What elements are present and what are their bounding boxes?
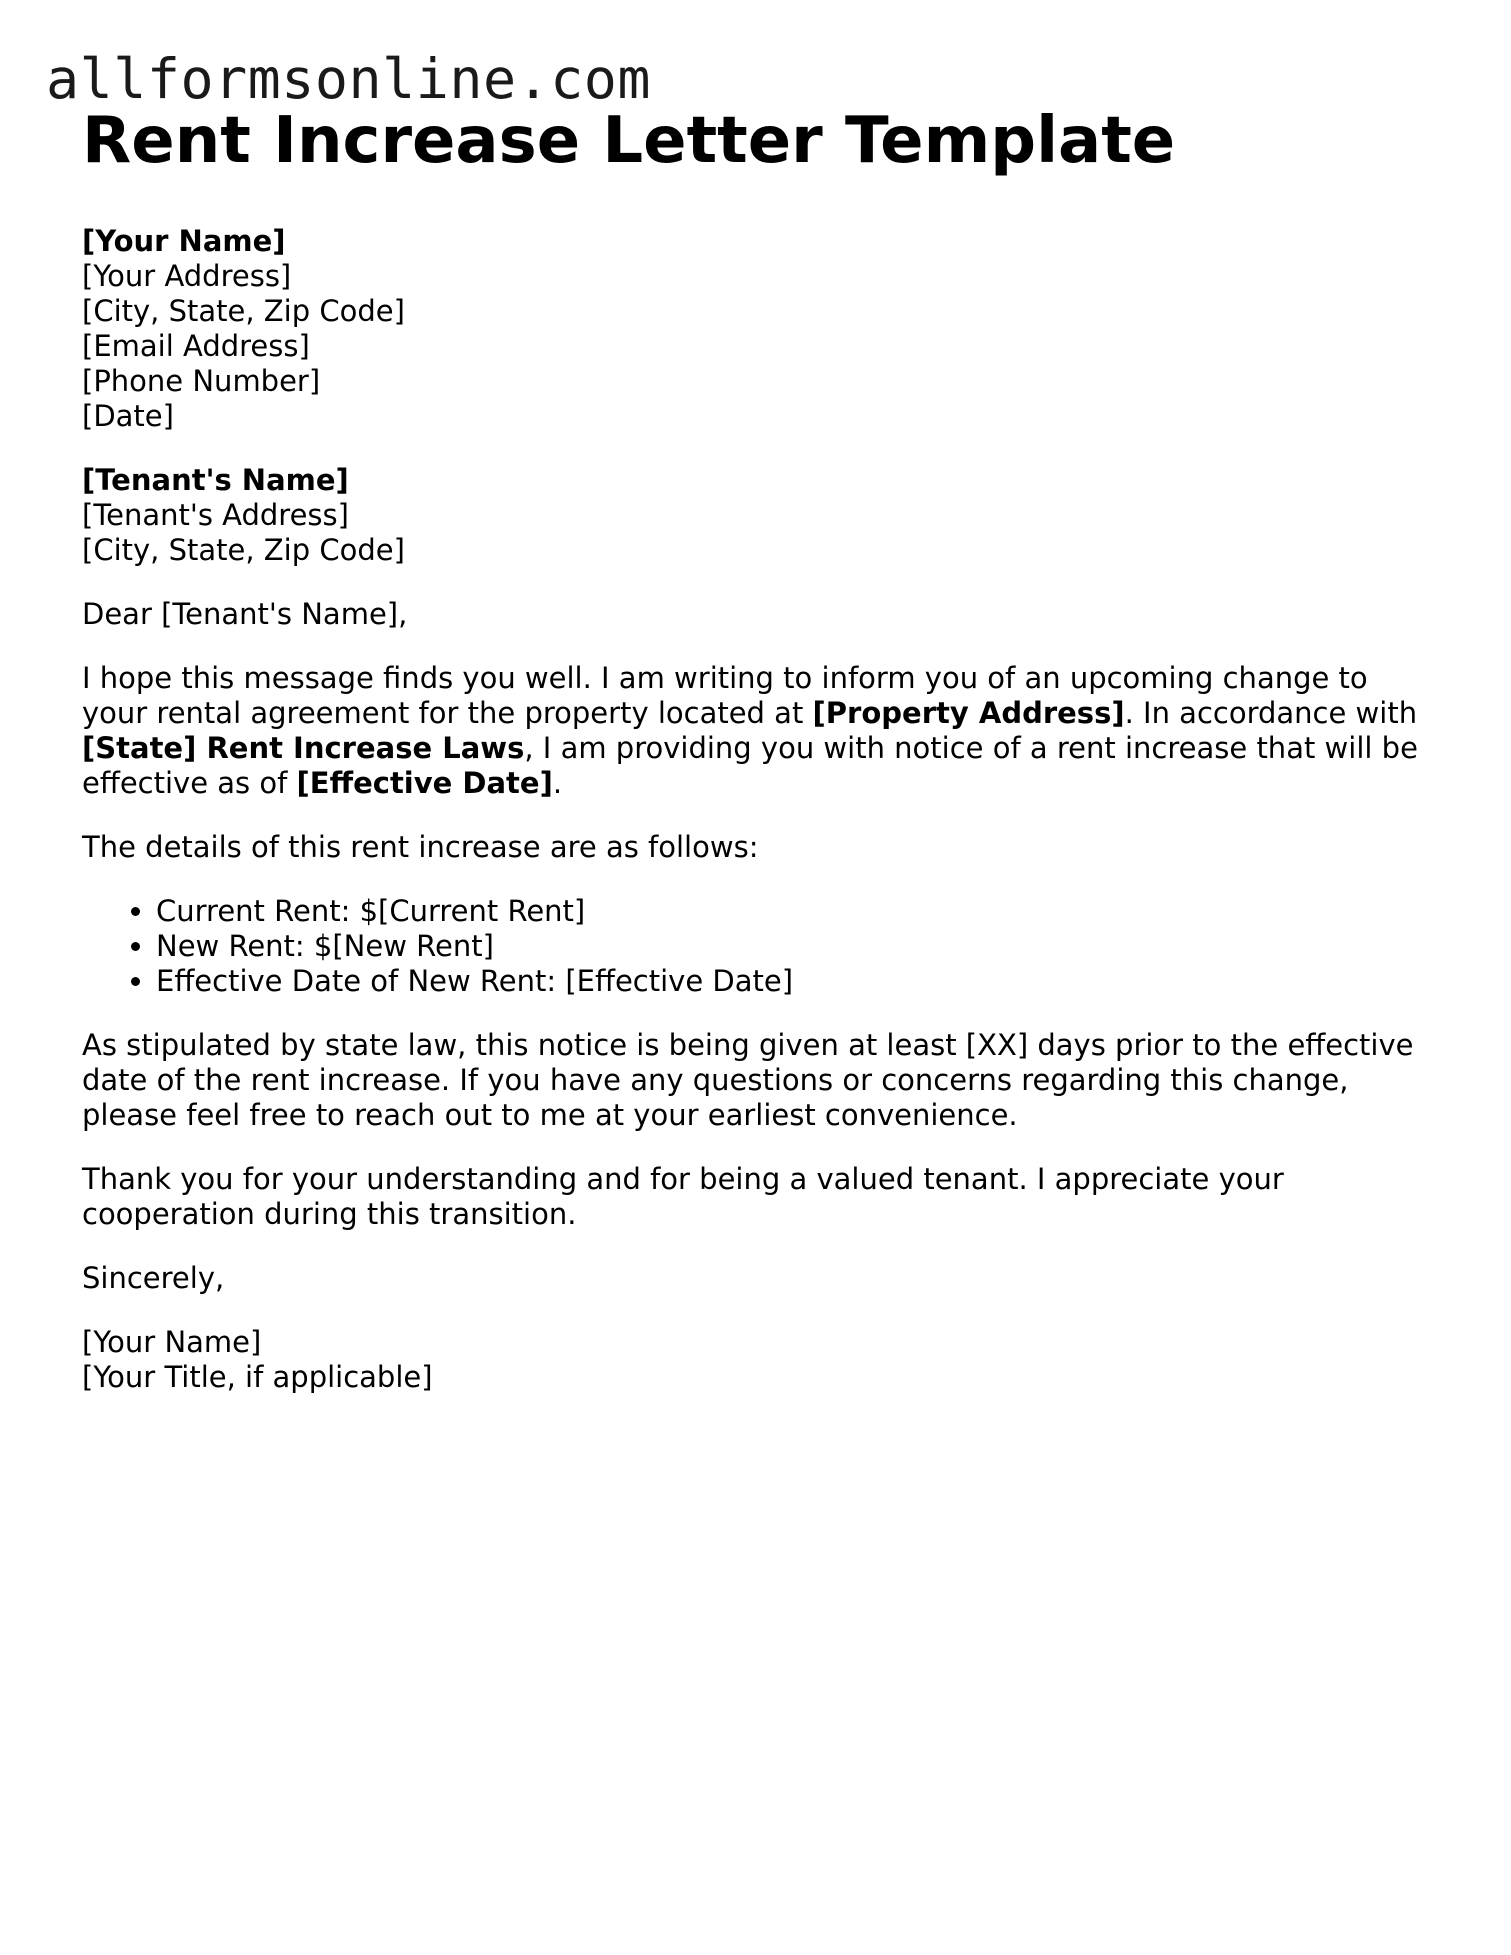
sender-name: [Your Name] <box>82 224 286 258</box>
property-address: [Property Address] <box>812 696 1125 730</box>
list-item-new-rent: • New Rent: $[New Rent] <box>156 929 1427 964</box>
intro-paragraph <box>82 661 1427 801</box>
sender-address: [Your Address] <box>82 259 292 293</box>
site-watermark: allformsonline.com <box>46 47 652 111</box>
list-item-effective-date: • Effective Date of New Rent: [Effective Date] <box>156 964 1427 999</box>
signature-name: [Your Name] <box>82 1325 262 1359</box>
notice-paragraph: As stipulated by state law, this notice is being given at least [XX] days prior to the effective date of the rent increase. If you have any questions or concerns regarding this change, please feel free to reach out to me at your earliest convenience. <box>82 1028 1414 1132</box>
page-title: Rent Increase Letter Template <box>82 104 1176 178</box>
closing: Sincerely, <box>82 1261 225 1295</box>
recipient-block <box>82 463 1427 568</box>
letter-date: [Date] <box>82 399 174 433</box>
recipient-city-state-zip: [City, State, Zip Code] <box>82 533 405 567</box>
details-intro: The details of this rent increase are as follows: <box>82 830 759 864</box>
signature-title: [Your Title, if applicable] <box>82 1360 433 1394</box>
sender-email: [Email Address] <box>82 329 310 363</box>
intro-text-2: . In accordance with <box>1124 696 1418 730</box>
recipient-address: [Tenant's Address] <box>82 498 349 532</box>
effective-date: [Effective Date] <box>296 766 553 800</box>
recipient-name: [Tenant's Name] <box>82 463 349 497</box>
salutation: Dear [Tenant's Name], <box>82 597 408 631</box>
sender-block <box>82 224 1427 434</box>
rent-details-list <box>82 894 1427 999</box>
letter-page <box>82 103 1427 1424</box>
signature-block <box>82 1325 1427 1395</box>
state-rent-laws: [State] Rent Increase Laws <box>82 731 525 765</box>
list-item-current-rent: • Current Rent: $[Current Rent] <box>156 894 1427 929</box>
intro-text-4: . <box>552 766 563 800</box>
thanks-paragraph: Thank you for your understanding and for being a valued tenant. I appreciate your cooperation during this transition. <box>82 1162 1284 1231</box>
intro-text-1: I hope this message finds you well. I am writing to inform you of an upcoming change to your rental agreement for the property located at <box>82 661 1368 730</box>
sender-phone: [Phone Number] <box>82 364 321 398</box>
intro-text-3: , I am providing you with notice of a rent increase that will be effective as of <box>82 731 1418 800</box>
sender-city-state-zip: [City, State, Zip Code] <box>82 294 405 328</box>
